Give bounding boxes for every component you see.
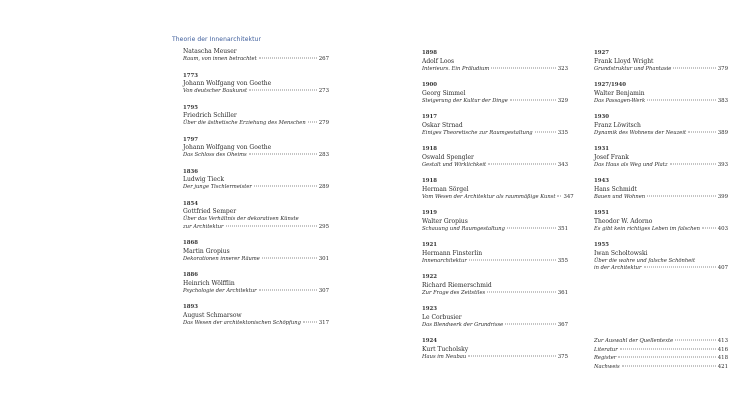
appendix-entry[interactable]: [594, 363, 728, 372]
entry-year: 1773: [183, 72, 199, 79]
toc-entry[interactable]: [594, 178, 728, 201]
toc-entry[interactable]: [183, 201, 329, 232]
entry-title: Es gibt kein richtiges Leben im falschen: [594, 225, 700, 232]
entry-author: Herman Sörgel: [422, 185, 469, 193]
entry-year: 1893: [183, 304, 199, 310]
toc-title-line: [422, 193, 574, 202]
dot-leader: [505, 323, 555, 324]
entry-year: 1923: [422, 306, 438, 312]
entry-author: Adolf Loos: [422, 57, 455, 65]
dot-leader: [647, 195, 716, 196]
toc-entry[interactable]: [422, 306, 568, 329]
page-number: 301: [318, 255, 329, 262]
toc-column-3: [594, 50, 728, 282]
toc-entry[interactable]: [422, 50, 568, 73]
entry-title: Das Wesen der architektonischen Schöpfung: [183, 319, 301, 326]
entry-year: 1918: [422, 146, 438, 152]
toc-title-line: [594, 98, 728, 106]
dot-leader: [535, 131, 556, 132]
entry-title: Literatur: [594, 346, 618, 353]
entry-author: Gottfried Semper: [183, 208, 237, 215]
page-number: 289: [318, 184, 329, 190]
entry-author: Johann Wolfgang von Goethe: [183, 80, 272, 87]
toc-entry[interactable]: [422, 338, 568, 361]
page-number: 273: [318, 88, 329, 94]
entry-author: Hans Schmidt: [594, 185, 637, 193]
dot-leader: [226, 225, 317, 226]
toc-entry[interactable]: [594, 146, 728, 169]
toc-title-line: [422, 258, 568, 266]
entry-author: Richard Riemerschmid: [422, 281, 492, 289]
entry-author: Kurt Tucholsky: [422, 345, 469, 353]
page-number: 283: [318, 152, 329, 158]
entry-year: 1900: [422, 82, 438, 88]
toc-entry[interactable]: [183, 272, 329, 295]
page-number: 317: [318, 319, 329, 326]
entry-author: Heinrich Wölfflin: [183, 279, 235, 287]
entry-author: Georg Simmel: [422, 89, 466, 97]
dot-leader: [249, 154, 317, 155]
entry-author: Walter Benjamin: [594, 89, 645, 97]
page-number: 399: [717, 193, 728, 200]
page-number: 393: [717, 161, 728, 168]
page-number: 355: [557, 257, 568, 264]
toc-entry[interactable]: [422, 146, 568, 169]
entry-author: Josef Frank: [594, 153, 629, 161]
toc-entry[interactable]: [594, 242, 728, 273]
toc-title-line: [183, 56, 329, 64]
entry-title: Schauung und Raumgestaltung: [422, 225, 505, 232]
page-number: 413: [717, 338, 728, 344]
dot-leader: [469, 259, 556, 260]
entry-author: Theodor W. Adorno: [594, 217, 653, 225]
entry-author: Hermann Finsterlin: [422, 249, 483, 257]
dot-leader: [308, 122, 317, 123]
entry-title: Haus im Neubau: [422, 353, 467, 360]
toc-title-line: [422, 322, 568, 330]
entry-title: Dekorationen innerer Räume: [183, 255, 260, 262]
toc-title-line: [594, 130, 728, 138]
toc-entry[interactable]: [183, 105, 329, 128]
entry-title-line: Über das Verhältnis der dekorativen Künste: [183, 216, 299, 222]
page-number: 418: [717, 355, 728, 361]
entry-title: Von deutscher Baukunst: [183, 88, 248, 94]
toc-title-line: [422, 98, 568, 106]
entry-title: Der junge Tischlermeister: [183, 184, 252, 190]
entry-author: Iwan Scholtowski: [594, 249, 648, 257]
page-number: 267: [318, 56, 329, 62]
entry-author: Friedrich Schiller: [183, 112, 237, 119]
toc-title-line: [594, 194, 728, 202]
entry-year: 1898: [422, 50, 438, 56]
page-number: 329: [557, 97, 568, 104]
dot-leader: [491, 67, 555, 68]
entry-title: zur Architektur: [183, 223, 224, 230]
dot-leader: [259, 289, 317, 290]
toc-entry[interactable]: [183, 240, 329, 263]
appendix-list: [594, 337, 728, 371]
toc-entry[interactable]: [183, 169, 329, 192]
appendix-entry[interactable]: [594, 354, 728, 363]
entry-title: Das Schloss des Oheims: [183, 152, 247, 158]
toc-title-line: [183, 184, 329, 192]
page-number: 379: [717, 65, 728, 72]
entry-title: in der Architektur: [594, 265, 642, 271]
page-number: 295: [318, 223, 329, 230]
page-number: 367: [557, 321, 568, 328]
entry-title: Grundstruktur und Phantasie: [594, 65, 672, 72]
entry-author: Walter Gropius: [422, 217, 468, 225]
page-number: 347: [563, 193, 574, 200]
dot-leader: [507, 227, 556, 228]
toc-title-line: [183, 288, 329, 296]
entry-title: Register: [594, 355, 617, 361]
entry-year: 1931: [594, 146, 610, 152]
entry-year: 1868: [183, 240, 199, 246]
entry-year: 1886: [183, 272, 199, 278]
entry-author: Ludwig Tieck: [183, 176, 224, 183]
entry-author: Oswald Spengler: [422, 153, 474, 161]
entry-year: 1930: [594, 114, 610, 120]
toc-title-line: [183, 152, 329, 160]
toc-title-line: [183, 224, 329, 232]
dot-leader: [487, 291, 556, 292]
page-number: 323: [557, 65, 568, 72]
toc-title-line: [183, 120, 329, 128]
dot-leader: [622, 365, 716, 366]
entry-title: Zur Auswahl der Quellentexte: [594, 338, 674, 344]
toc-entry[interactable]: [422, 210, 568, 233]
page-number: 403: [717, 225, 728, 232]
entry-title: Innenarchitektur: [422, 257, 467, 264]
entry-year: 1943: [594, 178, 610, 184]
entry-title: Einiges Theoretische zur Raumgestaltung: [422, 129, 533, 136]
entry-author: Frank Lloyd Wright: [594, 57, 654, 65]
entry-title: Über die ästhetische Erziehung des Menschen: [183, 120, 306, 126]
entry-title: Bauen und Wohnen: [594, 193, 646, 200]
entry-author: Johann Wolfgang von Goethe: [183, 144, 272, 151]
entry-title: Raum, von innen betrachtet: [183, 56, 257, 62]
entry-year: 1924: [422, 338, 438, 344]
dot-leader: [620, 348, 716, 349]
entry-year: 1921: [422, 242, 438, 248]
entry-year: 1919: [422, 210, 438, 216]
toc-entry[interactable]: [594, 82, 728, 105]
toc-entry[interactable]: [183, 304, 329, 327]
entry-title: Das Haus als Weg und Platz: [594, 161, 668, 168]
dot-leader: [303, 321, 317, 322]
toc-column-2: [422, 50, 574, 370]
toc-title-line: [594, 265, 728, 273]
page-number: 416: [717, 346, 728, 353]
entry-title: Steigerung der Kultur der Dinge: [422, 97, 508, 104]
toc-title-line: [422, 226, 568, 234]
toc-column-1: [183, 48, 329, 336]
page-number: 351: [557, 225, 568, 232]
toc-title-line: [422, 162, 568, 170]
page-number: 375: [557, 353, 568, 360]
toc-entry[interactable]: [183, 73, 329, 96]
toc-entry[interactable]: [422, 114, 568, 137]
page-number: 343: [557, 161, 568, 168]
entry-year: 1922: [422, 274, 438, 280]
section-header: Theorie der Innenarchitektur: [172, 36, 262, 43]
dot-leader: [488, 163, 556, 164]
dot-leader: [259, 58, 317, 59]
entry-title: Dynamik des Wohnens der Neuzeit: [594, 129, 687, 136]
page-number: 383: [717, 97, 728, 104]
page-number: 279: [318, 120, 329, 126]
toc-entry[interactable]: [183, 137, 329, 160]
dot-leader: [618, 357, 715, 358]
toc-title-line: [183, 320, 329, 328]
dot-leader: [673, 67, 715, 68]
entry-year: 1951: [594, 210, 610, 216]
toc-title-line: [422, 130, 568, 138]
appendix-entry[interactable]: [594, 337, 728, 346]
dot-leader: [702, 227, 716, 228]
dot-leader: [510, 99, 556, 100]
dot-leader: [557, 195, 561, 196]
toc-title-line: [183, 88, 329, 96]
dot-leader: [644, 267, 716, 268]
entry-year: 1836: [183, 168, 199, 175]
toc-entry[interactable]: [594, 50, 728, 73]
dot-leader: [262, 257, 317, 258]
entry-year: 1795: [183, 104, 199, 111]
dot-leader: [468, 355, 556, 356]
entry-title: Vom Wesen der Architektur als raummäßige Kunst: [422, 193, 556, 200]
toc-entry[interactable]: [183, 48, 329, 64]
dot-leader: [249, 90, 317, 91]
dot-leader: [647, 99, 716, 100]
toc-title-line: [594, 226, 728, 234]
entry-year: 1927/1940: [594, 82, 626, 88]
entry-title: Gestalt und Wirklichkeit: [422, 161, 487, 168]
entry-title: Zur Frage des Zeitstiles: [422, 289, 486, 296]
dot-leader: [254, 186, 317, 187]
page-number: 361: [557, 289, 568, 296]
dot-leader: [670, 163, 716, 164]
page-number: 421: [717, 363, 728, 370]
entry-author: Franz Löwitsch: [594, 121, 641, 129]
toc-entry[interactable]: [594, 114, 728, 137]
toc-entry[interactable]: [422, 242, 568, 265]
entry-author: August Schmarsow: [183, 311, 242, 319]
entry-year: 1955: [594, 242, 610, 248]
entry-year: 1918: [422, 178, 438, 184]
entry-author: Le Corbusier: [422, 313, 462, 321]
page-number: 389: [717, 129, 728, 136]
page-number: 335: [557, 129, 568, 136]
entry-author: Martin Gropius: [183, 247, 230, 255]
toc-title-line: [422, 66, 568, 74]
entry-author: Natascha Meuser: [183, 48, 237, 55]
toc-title-line: [594, 162, 728, 170]
entry-title: Nachweis: [594, 363, 620, 370]
toc-title-line: [594, 66, 728, 74]
toc-title-line: [183, 256, 329, 264]
toc-title-line: [422, 354, 568, 362]
entry-author: Oskar Strnad: [422, 121, 463, 129]
entry-title: Das Blendwerk der Grundrisse: [422, 321, 504, 328]
entry-title-line: Über die wahre und falsche Schönheit: [594, 257, 696, 264]
entry-year: 1797: [183, 136, 199, 143]
toc-entry[interactable]: [422, 82, 568, 105]
entry-year: 1917: [422, 114, 438, 120]
entry-title: Psychologie der Architektur: [183, 287, 257, 294]
appendix-entry[interactable]: [594, 346, 728, 355]
dot-leader: [675, 340, 716, 341]
entry-title: Interieurs. Ein Präludium: [422, 65, 490, 72]
entry-year: 1854: [183, 200, 199, 207]
page-number: 307: [318, 287, 329, 294]
toc-entry[interactable]: [594, 210, 728, 233]
toc-entry[interactable]: [422, 274, 568, 297]
page-number: 407: [717, 265, 728, 271]
toc-entry[interactable]: [422, 178, 574, 201]
entry-year: 1927: [594, 50, 610, 56]
entry-title: Das Passagen-Werk: [594, 97, 646, 104]
toc-title-line: [422, 290, 568, 298]
dot-leader: [688, 131, 716, 132]
